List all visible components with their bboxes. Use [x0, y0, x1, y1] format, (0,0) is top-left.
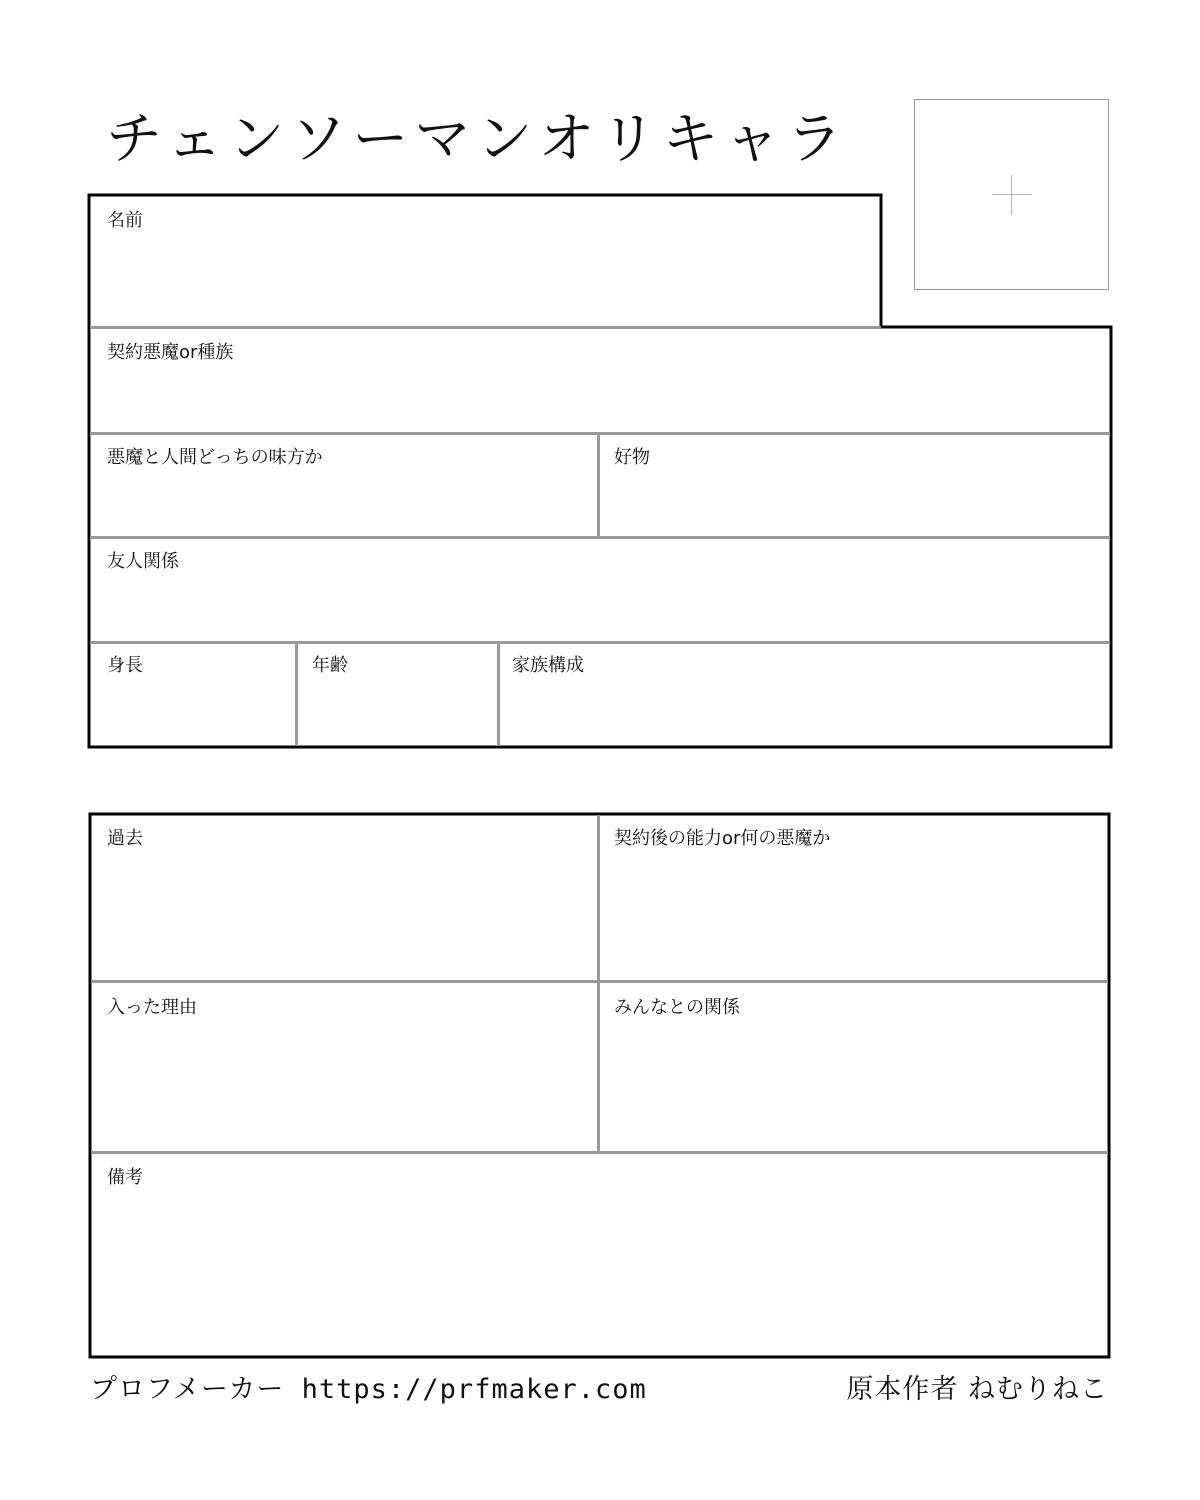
- age-label: 年齢: [312, 655, 348, 676]
- divider: [90, 432, 1110, 435]
- past-label: 過去: [107, 828, 143, 849]
- divider: [90, 536, 1110, 539]
- side-label: 悪魔と人間どっちの味方か: [107, 447, 323, 468]
- divider: [91, 1151, 1108, 1154]
- friends-label: 友人関係: [107, 551, 179, 572]
- divider: [295, 641, 298, 746]
- divider: [90, 326, 881, 329]
- page-title: チェンソーマンオリキャラ: [106, 107, 849, 172]
- contract-devil-label: 契約悪魔or種族: [107, 342, 234, 363]
- ability-label: 契約後の能力or何の悪魔か: [614, 828, 831, 849]
- lower-form-frame: [0, 800, 1200, 1370]
- divider: [91, 980, 1108, 983]
- divider: [497, 641, 500, 746]
- divider: [90, 641, 1110, 644]
- reason-label: 入った理由: [107, 997, 197, 1018]
- notes-label: 備考: [107, 1167, 143, 1188]
- name-label: 名前: [107, 210, 143, 231]
- family-label: 家族構成: [512, 655, 584, 676]
- favorite-food-label: 好物: [614, 447, 650, 468]
- divider: [597, 815, 600, 1152]
- footer-maker-credit: プロフメーカー https://prfmaker.com: [90, 1374, 647, 1405]
- footer-author-credit: 原本作者 ねむりねこ: [846, 1374, 1108, 1405]
- height-label: 身長: [107, 655, 143, 676]
- divider: [597, 432, 600, 537]
- relations-label: みんなとの関係: [614, 997, 740, 1018]
